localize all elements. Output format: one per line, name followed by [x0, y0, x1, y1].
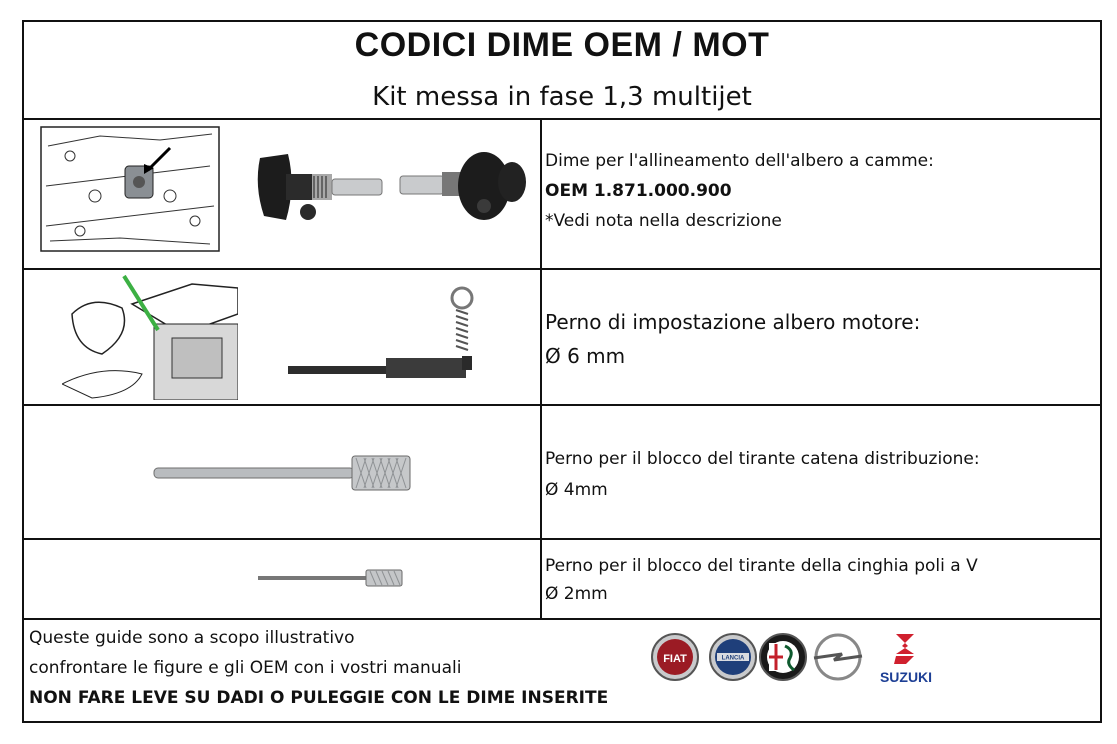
tool-name: Perno per il blocco del tirante catena distribuzione:: [545, 449, 980, 469]
tool-note: *Vedi nota nella descrizione: [545, 211, 782, 231]
camshaft-jig-left: [252, 146, 392, 226]
tool-image-cell: [24, 118, 542, 268]
sheet-footer: [24, 620, 1100, 723]
tool-row-chain-tensioner: [24, 406, 1100, 540]
engine-diagram-camshaft: [40, 126, 220, 252]
tool-diameter: Ø 6 mm: [545, 344, 626, 368]
tool-description: [544, 406, 1100, 538]
tool-name: Perno per il blocco del tirante della cinghia poli a V: [545, 556, 978, 576]
tool-description: [544, 540, 1100, 618]
footer-warning: NON FARE LEVE SU DADI O PULEGGIE CON LE DIME INSERITE: [29, 688, 609, 708]
tool-description: [544, 118, 1100, 268]
suzuki-logo: [866, 630, 946, 688]
engine-diagram-crankshaft: [62, 274, 238, 400]
tool-name: Perno di impostazione albero motore:: [545, 310, 921, 334]
tool-image-cell: [24, 406, 542, 538]
footer-disclaimer: Queste guide sono a scopo illustrativo: [29, 628, 355, 648]
lancia-logo: [708, 632, 758, 682]
tool-diameter: Ø 4mm: [545, 480, 608, 500]
tool-row-camshaft: [24, 118, 1100, 270]
tool-diameter: Ø 2mm: [545, 584, 608, 604]
chain-tensioner-pin: [152, 452, 416, 498]
lancia-logo-text: LANCIA: [721, 655, 745, 662]
tool-name: Dime per l'allineamento dell'albero a camme:: [545, 151, 934, 171]
tool-row-crankshaft: [24, 270, 1100, 406]
fiat-logo: [650, 632, 700, 682]
sheet-header: [24, 22, 1100, 120]
oem-code: OEM 1.871.000.900: [545, 181, 732, 201]
camshaft-jig-right: [392, 146, 532, 236]
codes-sheet: [22, 20, 1102, 723]
belt-tensioner-pin: [256, 566, 406, 592]
page-title: CODICI DIME OEM / MOT: [354, 26, 770, 64]
tool-description: [544, 270, 1100, 404]
tool-image-cell: [24, 270, 542, 404]
page-subtitle: Kit messa in fase 1,3 multijet: [372, 82, 752, 112]
tool-row-belt-tensioner: [24, 540, 1100, 620]
footer-advice: confrontare le figure e gli OEM con i vostri manuali: [29, 658, 462, 678]
opel-logo: [808, 630, 868, 684]
alfa-romeo-logo: [758, 632, 808, 682]
crankshaft-pin: [286, 286, 486, 386]
tool-image-cell: [24, 540, 542, 618]
suzuki-logo-text: SUZUKI: [879, 669, 933, 685]
fiat-logo-text: FIAT: [663, 653, 687, 665]
